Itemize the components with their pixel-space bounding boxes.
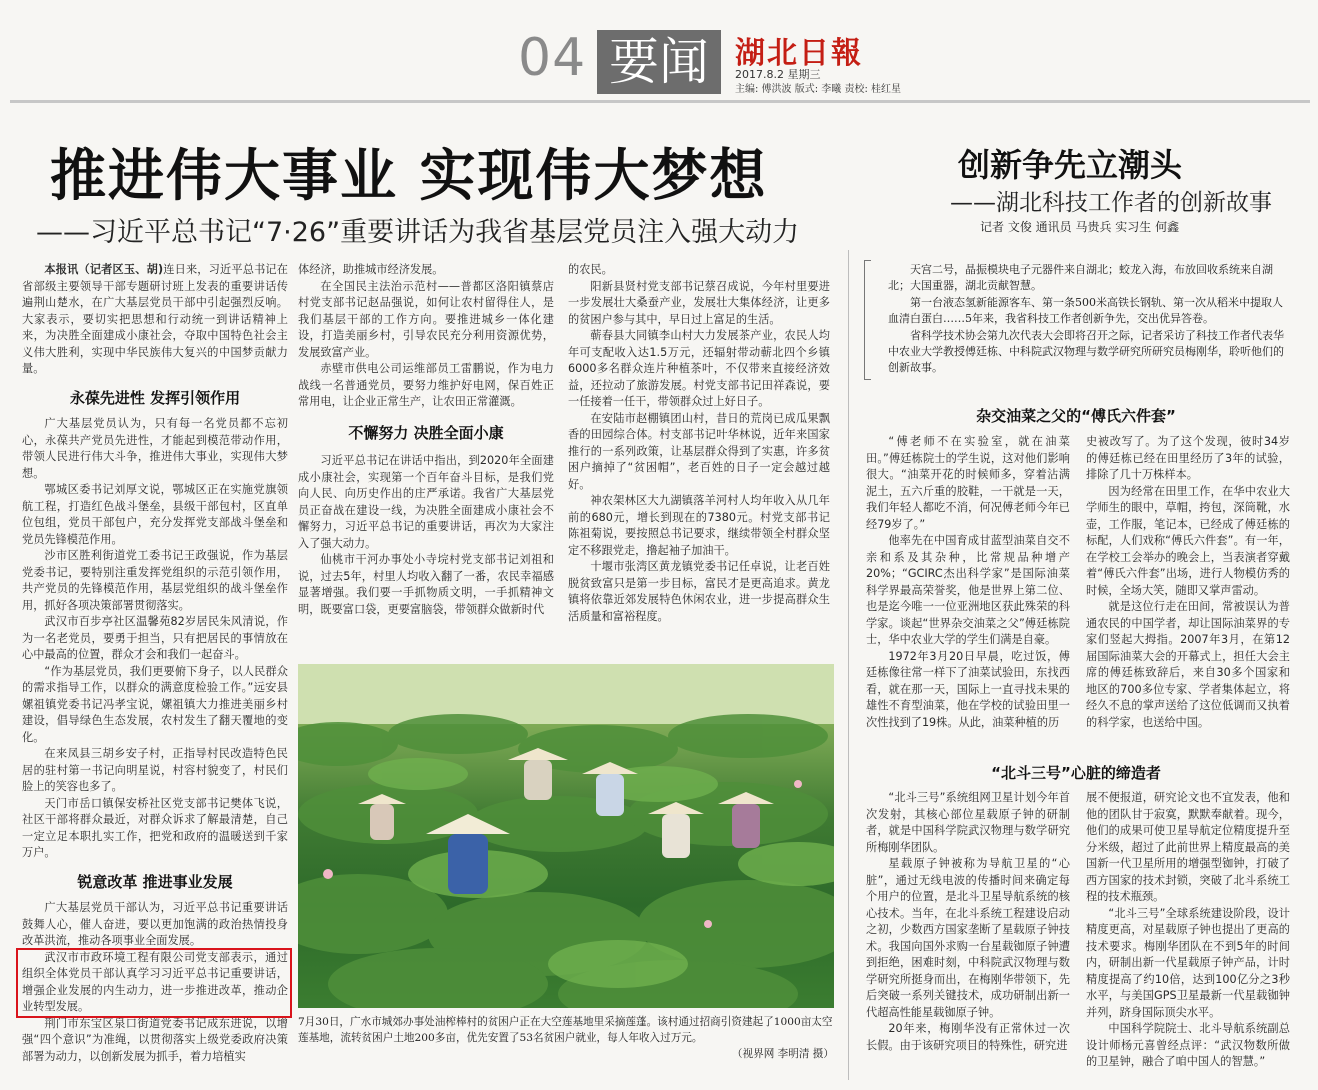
paragraph: 神农架林区大九湖镇落羊河村人均年收入从几年前的680元，增长到现在的7380元。村党支部书记陈祖菊说，要按照总书记要求，继续带领全村群众坚定不移跟党走，撸起袖子加油干。 — [568, 494, 830, 557]
newspaper-logo: 湖北日報 — [735, 36, 863, 71]
feature-1-left-column — [866, 434, 1070, 731]
paragraph: 阳新县贤村党支部书记蔡召成说，今年村里要进一步发展壮大桑蚕产业，发展壮大集体经济，让更多的贫困户参与其中，早日过上富足的生活。 — [568, 279, 830, 326]
paragraph: 荆门市东宝区泉口街道党委书记成东进说，以增强“四个意识”为准绳，以贯彻落实上级党委政府决策部署为动力，以创新发展为抓手，着力培植实 — [22, 1016, 288, 1063]
feature-intro — [888, 262, 1286, 377]
highlighted-paragraph: 武汉市市政环境工程有限公司党支部表示，通过组织全体党员干部认真学习习近平总书记重要讲话，增强企业发展的内生动力，进一步推进改革，推动企业转型发展。 — [22, 950, 288, 1013]
paragraph: 在全国民主法治示范村——普都区洛阳镇蔡店村党支部书记赵品强说，如何让农村留得住人，是我们基层干部的工作方向。要推进城乡一体化建设，打造美丽乡村，引导农民充分利用资源优势，发展致富产业。 — [298, 279, 554, 359]
side-subheadline: ——湖北科技工作者的创新故事 — [950, 190, 1272, 216]
feature-2-left-column — [866, 790, 1070, 1054]
paragraph: 武汉市百步亭社区温馨苑82岁居民朱风清说，作为一名老党员，要勇于担当，只有把居民的事情放在心中最高的位置，群众才会和我们一起奋斗。 — [22, 615, 288, 661]
paragraph: 十堰市张湾区黄龙镇党委书记任卓说，让老百姓脱贫致富只是第一步目标，富民才是更高追求。黄龙镇将依靠近郊发展特色休闲农业，进一步提高群众生活质量和富裕程度。 — [568, 560, 830, 623]
caption-text: 7月30日，广水市城郊办事处油榨棒村的贫困户正在大空莲基地里采摘莲蓬。该村通过招商引资建起了1000亩太空莲基地，流转贫困户土地200多亩，优先安置了53名贫困户就业，每人年收入过万元。 — [298, 1016, 833, 1044]
paragraph: 在来凤县三胡乡安子村，正指导村民改造特色民居的驻村第一书记向明星说，村容村貌变了，村民们脸上的笑容也多了。 — [22, 747, 288, 793]
paragraph: 史被改写了。为了这个发现，彼时34岁的傅廷栋已经在田里经历了3年的试验，排除了几十万株样本。 — [1086, 435, 1290, 481]
paragraph: 天门市岳口镇保安桥社区党支部书记樊体飞说，社区干部将群众最近，对群众诉求了解最清楚，自己一定立足本职扎实工作，把党和政府的温暖送到千家万户。 — [22, 796, 288, 859]
lead-text: 连日来，习近平总书记在省部级主要领导干部专题研讨班上发表的重要讲话传遍荆山楚水，在广大基层党员干部中引起强烈反响。大家表示，要切实把思想和行动统一到讲话精神上来，为决胜全面建成小康社会，夺取中国特色社会主义伟大胜利，实现中华民族伟大复兴的中国梦贡献力量。 — [22, 263, 288, 375]
subheading-3: 不懈努力 决胜全面小康 — [348, 423, 504, 442]
paragraph: 体经济，助推城市经济发展。 — [298, 263, 444, 276]
main-headline: 推进伟大事业 实现伟大梦想 — [50, 144, 768, 209]
article-column-2 — [298, 262, 554, 618]
paragraph: 因为经常在田里工作，在华中农业大学师生的眼中，草帽，挎包，深筒靴，水壶，工作服，笔记本，已经成了傅廷栋的标配，人们戏称“傅氏六件套”。有一年，在学校工会举办的晚会上，当表演者穿戴着“傅氏六件套”出场，进行人物模仿秀的时候，全场大笑，随即又掌声雷动。 — [1086, 484, 1290, 597]
news-photo — [298, 664, 834, 1008]
photo-credit: （视界网 李明清 摄） — [731, 1048, 834, 1060]
side-byline: 记者 文俊 通讯员 马贵兵 实习生 何鑫 — [980, 220, 1180, 234]
paragraph: 习近平总书记在讲话中指出，到2020年全面建成小康社会，实现第一个百年奋斗目标，是我们党向人民、向历史作出的庄严承诺。我省广大基层党员正奋战在建设一线，为决胜全面建成小康社会不懈努力，习近平总书记的重要讲话，再次为大家注入了强大动力。 — [298, 454, 554, 550]
lotus-field-illustration — [298, 664, 834, 1008]
side-headline: 创新争先立潮头 — [958, 146, 1183, 184]
paragraph: 鄂城区委书记刘厚文说，鄂城区正在实施党旗领航工程，打造红色战斗堡垒，县级干部包村，区直单位包组，党员干部包户，充分发挥党支部战斗堡垒和党员先锋模范作用。 — [22, 483, 288, 546]
lead-paragraph — [22, 262, 288, 378]
paragraph: 展不便报道，研究论文也不宜发表，他和他的团队甘于寂寞，默默奉献着。现今，他们的成果可使卫星导航定位精度提升至分米级，超过了此前世界上精度最高的美国新一代卫星所用的增强型铷钟，打破了西方国家的技术封锁，突破了北斗系统工程的技术瓶颈。 — [1086, 791, 1290, 903]
article-column-1 — [22, 262, 288, 1065]
paragraph: 他率先在中国育成甘蓝型油菜自交不亲和系及其杂种，比常规品种增产20%；“GCIRC杰出科学家”是国际油菜科学界最高荣誉奖，他是世界上第二位、也是迄今唯一一位亚洲地区获此殊荣的科学家。谈起“世界杂交油菜之父”傅廷栋院士，华中农业大学的学生们满是自豪。 — [866, 534, 1070, 646]
paragraph: “北斗三号”系统组网卫星计划今年首次发射，其核心部位星载原子钟的研制者，就是中国科学院武汉物理与数学研究所梅刚华团队。 — [866, 791, 1070, 854]
paragraph: “北斗三号”全球系统建设阶段，设计精度更高，对星载原子钟也提出了更高的技术要求。梅刚华团队在不到5年的时间内，研制出新一代星载原子钟产品，计时精度提高了约10倍，达到100亿分之3秒水平，与美国GPS卫星最新一代星载铷钟并列，跻身国际顶尖水平。 — [1086, 906, 1290, 1019]
intro-paragraph: 省科学技术协会第九次代表大会即将召开之际，记者采访了科技工作者代表华中农业大学教授傅廷栋、中科院武汉物理与数学研究所研究员梅刚华，聆听他们的创新故事。 — [888, 328, 1284, 375]
feature-2-right-column — [1086, 790, 1290, 1071]
paragraph: 中国科学院院士、北斗导航系统副总设计师杨元喜曾经点评：“武汉物数所做的卫星钟，融合了咱中国人的智慧。” — [1086, 1022, 1290, 1068]
intro-paragraph: 天宫二号，晶振模块电子元器件来自湖北；蛟龙入海，布放回收系统来自湖北；大国重器，湖北贡献智慧。 — [888, 263, 1273, 293]
intro-box-bracket — [864, 260, 871, 380]
paragraph: 沙市区胜利街道党工委书记王政强说，作为基层党委书记，要特别注重发挥党组织的示范引领作用，共产党员的先锋模范作用，基层党组织的战斗堡垒作用，抓好各项决策部署贯彻落实。 — [22, 549, 288, 612]
paragraph: 的农民。 — [568, 263, 613, 276]
page-number: 04 — [518, 28, 587, 88]
paragraph: 1972年3月20日早晨，吃过饭，傅廷栋像往常一样下了油菜试验田，东找西看，就在那一天，国际上一直寻找未果的雄性不育型油菜，他在学校的试验田里一次性找到了19株。从此，油菜种植的历 — [866, 649, 1070, 729]
paragraph: 就是这位行走在田间，常被误认为普通农民的中国学者，却让国际油菜界的专家们竖起大拇指。2007年3月，在第12届国际油菜大会的开幕式上，担任大会主席的傅廷栋致辞后，来自30多个国家和地区的700多位专家、学者集体起立，将经久不息的掌声送给了这位低调而又执着的科学家，也送给中国。 — [1086, 600, 1290, 729]
paragraph: “作为基层党员，我们更要俯下身子，以人民群众的需求指导工作，以群众的满意度检验工作。”远安县嫘祖镇党委书记冯孝宝说，嫘祖镇大力推进美丽乡村建设，倡导绿色生态发展，农村发生了翻天覆地的变化。 — [22, 664, 288, 744]
paragraph: 星载原子钟被称为导航卫星的“心脏”，通过无线电波的传播时间来确定每个用户的位置，是北斗卫星导航系统的核心技术。当年，在北斗系统工程建设启动之初，少数西方国家垄断了星载原子钟技术。我国向国外求购一台星载铷原子钟遭到拒绝，困难时刻，中科院武汉物理与数学研究所挺身而出，在梅刚华带领下，先后突破一系列关键技术，成功研制出新一代超高性能星载铷原子钟。 — [866, 857, 1070, 1019]
paragraph: 20年来，梅刚华没有正常休过一次长假。由于该研究项目的特殊性，研究进 — [866, 1022, 1070, 1052]
issue-date: 2017.8.2 星期三 — [735, 68, 821, 81]
paragraph: “傅老师不在实验室，就在油菜田。”傅廷栋院士的学生说，这对他们影响很大。“油菜开花的时候师多，穿着沾满泥土，五六斤重的胶鞋，一干就是一天，我们年轻人都吃不消，何况傅老师今年已经79岁了。” — [866, 435, 1070, 531]
paragraph: 广大基层党员认为，只有每一名党员都不忘初心，永葆共产党员先进性，才能起到模范带动作用，带领人民进行伟大斗争，推进伟大事业，实现伟大梦想。 — [22, 417, 288, 480]
highlight-box — [16, 948, 292, 1018]
paragraph: 蕲春县大同镇李山村大力发展茶产业，农民人均年可支配收入达1.5万元，还辐射带动蕲北四个乡镇6000多名群众连片种植茶叶，不仅带来直接经济效益，还拉动了旅游发展。村党支部书记田祥森说，要一任接着一任干，带领群众过上好日子。 — [568, 329, 830, 408]
masthead-rule — [10, 100, 1310, 103]
main-subheadline: ——习近平总书记“7·26”重要讲话为我省基层党员注入强大动力 — [36, 217, 800, 248]
feature-subheading-2: “北斗三号”心脏的缔造者 — [991, 764, 1161, 782]
paragraph: 广大基层党员干部认为，习近平总书记重要讲话鼓舞人心，催人奋进，要以更加饱满的政治热情投身改革洪流，推动各项事业全面发展。 — [22, 901, 288, 947]
paragraph: 在安陆市赵棚镇团山村，昔日的荒岗已成瓜果飘香的田园综合体。村支部书记叶华林说，近年来国家推行的一系列政策，让基层群众得到了实惠，许多贫困户摘掉了“贫困帽”，老百姓的日子一定会越过越好。 — [568, 411, 830, 491]
subheading-1: 永葆先进性 发挥引领作用 — [69, 388, 241, 407]
lead-tag: 本报讯（记者区玉、胡) — [44, 263, 164, 276]
paragraph: 仙桃市干河办事处小寺垸村党支部书记刘祖和说，过去5年，村里人均收入翻了一番，农民幸福感显著增强。我们要一手抓物质文明，一手抓精神文明，既要富口袋，更要富脑袋，带领群众做新时代 — [298, 553, 554, 616]
editor-credits: 主编: 傅洪波 版式: 李曦 责校: 桂红星 — [735, 84, 902, 95]
feature-subheading-1: 杂交油菜之父的“傅氏六件套” — [976, 407, 1176, 425]
feature-1-right-column — [1086, 434, 1290, 731]
section-label: 要闻 — [597, 30, 721, 94]
photo-caption — [298, 1014, 834, 1062]
intro-paragraph: 第一台液态氢新能源客车、第一条500米高铁长钢轨、第一次从稻米中提取人血清白蛋白……5年来，我省科技工作者创新争先，交出优异答卷。 — [888, 295, 1283, 326]
column-divider — [848, 250, 849, 1080]
article-column-3 — [568, 262, 830, 625]
subheading-2: 锐意改革 推进事业发展 — [77, 872, 233, 891]
paragraph: 赤壁市供电公司运维部员工雷鹏说，作为电力战线一名普通党员，要努力维护好电网，保百姓正常用电，让企业正常生产，让农田正常灌溉。 — [298, 362, 554, 408]
